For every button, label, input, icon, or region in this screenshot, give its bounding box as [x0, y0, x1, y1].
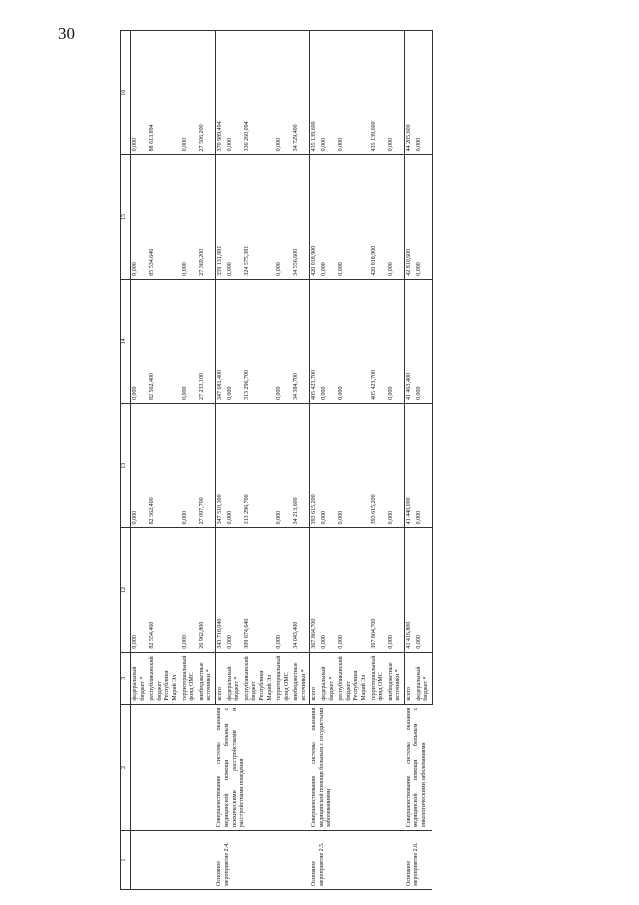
value-cell-col-15: 27 369,200 — [198, 155, 216, 279]
table-row — [405, 31, 415, 890]
value-cell-col-14: 0,000 — [337, 279, 369, 403]
table-row — [131, 31, 149, 890]
value-cell-col-12: 0,000 — [131, 528, 149, 652]
value-cell-col-13: 0,000 — [337, 404, 369, 528]
funding-source: территориальный фонд ОМС — [370, 652, 387, 704]
value-cell-col-16: 44 205,600 — [405, 31, 415, 155]
value-cell-col-16: 0,000 — [226, 31, 243, 155]
funding-source: федеральный бюджет * — [320, 652, 337, 704]
funding-source: внебюджетные источники * — [292, 652, 310, 704]
value-cell-col-13: 393 615,200 — [310, 404, 320, 528]
value-cell-col-14: 27 233,100 — [198, 279, 216, 403]
value-cell-col-15: 0,000 — [131, 155, 149, 279]
column-header-13: 13 — [121, 404, 131, 528]
value-cell-col-13: 313 296,700 — [243, 404, 275, 528]
value-cell-col-12: 0,000 — [415, 528, 433, 652]
value-cell-col-15: 85 534,646 — [148, 155, 180, 279]
value-cell-col-12: 367 864,700 — [310, 528, 320, 652]
value-cell-col-12: 0,000 — [337, 528, 369, 652]
value-cell-col-15: 0,000 — [415, 155, 433, 279]
value-cell-col-15: 324 575,381 — [243, 155, 275, 279]
value-cell-col-12: 0,000 — [226, 528, 243, 652]
value-cell-col-14: 0,000 — [320, 279, 337, 403]
measure-cell: Основное мероприятие 2.5. — [310, 831, 405, 890]
measure-description: Совершенствование системы оказания медицинской помощи больным с психическими расстройствами и расстройствами поведения — [215, 704, 310, 831]
table-header — [121, 31, 131, 890]
value-cell-col-16: 27 506,200 — [198, 31, 216, 155]
value-cell-col-16: 0,000 — [131, 31, 149, 155]
value-cell-col-16: 370 989,494 — [215, 31, 225, 155]
value-cell-col-13: 0,000 — [387, 404, 405, 528]
value-cell-col-15: 42 810,600 — [405, 155, 415, 279]
value-cell-col-14: 41 463,400 — [405, 279, 415, 403]
value-cell-col-14: 0,000 — [275, 279, 292, 403]
value-cell-col-13: 0,000 — [415, 404, 433, 528]
value-cell-col-15: 0,000 — [275, 155, 292, 279]
table-row — [310, 31, 320, 890]
value-cell-col-16: 435 139,600 — [310, 31, 320, 155]
value-cell-col-16: 0,000 — [415, 31, 433, 155]
value-cell-col-15: 0,000 — [337, 155, 369, 279]
value-cell-col-14: 405 423,700 — [310, 279, 320, 403]
value-cell-col-16: 435 139,600 — [370, 31, 387, 155]
value-cell-col-12: 34 043,400 — [292, 528, 310, 652]
value-cell-col-14: 0,000 — [131, 279, 149, 403]
measure-cell — [131, 831, 216, 890]
value-cell-col-12: 0,000 — [275, 528, 292, 652]
column-header-16: 16 — [121, 31, 131, 155]
value-cell-col-16: 336 260,094 — [243, 31, 275, 155]
value-cell-col-16: 88 613,894 — [148, 31, 180, 155]
column-header-12: 12 — [121, 528, 131, 652]
funding-source: республиканский бюджет Республики Марий Эл — [243, 652, 275, 704]
funding-source: всего — [405, 652, 415, 704]
value-cell-col-12: 26 962,800 — [198, 528, 216, 652]
table-body — [131, 31, 433, 890]
value-cell-col-15: 0,000 — [320, 155, 337, 279]
value-cell-col-14: 347 681,400 — [215, 279, 225, 403]
value-cell-col-14: 0,000 — [181, 279, 198, 403]
value-cell-col-15: 0,000 — [387, 155, 405, 279]
value-cell-col-13: 0,000 — [181, 404, 198, 528]
value-cell-col-16: 0,000 — [387, 31, 405, 155]
column-header-15: 15 — [121, 155, 131, 279]
financing-table — [120, 30, 433, 890]
value-cell-col-13: 82 562,400 — [148, 404, 180, 528]
column-header-3: 3 — [121, 652, 131, 704]
funding-source: республиканский бюджет Республики Марий Эл — [148, 652, 180, 704]
value-cell-col-12: 41 416,800 — [405, 528, 415, 652]
measure-cell: Основное мероприятие 2.4. — [215, 831, 310, 890]
value-cell-col-12: 0,000 — [320, 528, 337, 652]
measure-cell: Основное мероприятие 2.6. — [405, 831, 433, 890]
column-header-14: 14 — [121, 279, 131, 403]
value-cell-col-12: 0,000 — [181, 528, 198, 652]
table-row — [215, 31, 225, 890]
rotated-table-area — [120, 30, 630, 890]
measure-description: Совершенствование системы оказания медицинской помощи больным с онкологическими заболеваниями — [405, 704, 433, 831]
funding-source: всего — [215, 652, 225, 704]
funding-source: республиканский бюджет Республики Марий Эл — [337, 652, 369, 704]
value-cell-col-13: 34 213,600 — [292, 404, 310, 528]
page-number: 30 — [58, 24, 75, 43]
measure-description: Совершенствование системы оказания медицинской помощи больным с сосудистыми заболеваниями — [310, 704, 405, 831]
value-cell-col-12: 0,000 — [387, 528, 405, 652]
funding-source: федеральный бюджет * — [131, 652, 149, 704]
value-cell-col-15: 420 018,900 — [310, 155, 320, 279]
value-cell-col-12: 367 864,700 — [370, 528, 387, 652]
value-cell-col-13: 347 510,300 — [215, 404, 225, 528]
value-cell-col-12: 309 674,640 — [243, 528, 275, 652]
funding-source: территориальный фонд ОМС — [181, 652, 198, 704]
value-cell-col-13: 0,000 — [275, 404, 292, 528]
value-cell-col-16: 0,000 — [181, 31, 198, 155]
value-cell-col-15: 0,000 — [226, 155, 243, 279]
measure-description — [131, 704, 216, 831]
value-cell-col-16: 0,000 — [320, 31, 337, 155]
value-cell-col-13: 393 615,200 — [370, 404, 387, 528]
value-cell-col-15: 0,000 — [181, 155, 198, 279]
funding-source: федеральный бюджет * — [415, 652, 433, 704]
value-cell-col-14: 82 562,400 — [148, 279, 180, 403]
value-cell-col-14: 0,000 — [387, 279, 405, 403]
funding-source: всего — [310, 652, 320, 704]
funding-source: федеральный бюджет * — [226, 652, 243, 704]
value-cell-col-13: 0,000 — [320, 404, 337, 528]
value-cell-col-16: 0,000 — [337, 31, 369, 155]
value-cell-col-14: 0,000 — [226, 279, 243, 403]
value-cell-col-14: 313 296,700 — [243, 279, 275, 403]
value-cell-col-16: 34 729,400 — [292, 31, 310, 155]
value-cell-col-12: 343 718,040 — [215, 528, 225, 652]
value-cell-col-14: 34 384,700 — [292, 279, 310, 403]
value-cell-col-15: 359 131,981 — [215, 155, 225, 279]
funding-source: внебюджетные источники * — [198, 652, 216, 704]
value-cell-col-13: 41 440,000 — [405, 404, 415, 528]
funding-source: территориальный фонд ОМС — [275, 652, 292, 704]
value-cell-col-13: 27 097,700 — [198, 404, 216, 528]
value-cell-col-15: 34 556,600 — [292, 155, 310, 279]
value-cell-col-13: 0,000 — [131, 404, 149, 528]
value-cell-col-12: 82 554,460 — [148, 528, 180, 652]
value-cell-col-14: 0,000 — [415, 279, 433, 403]
funding-source: внебюджетные источники * — [387, 652, 405, 704]
value-cell-col-15: 420 018,900 — [370, 155, 387, 279]
column-header-1: 1 — [121, 831, 131, 890]
value-cell-col-14: 405 423,700 — [370, 279, 387, 403]
value-cell-col-13: 0,000 — [226, 404, 243, 528]
column-header-2: 2 — [121, 704, 131, 831]
value-cell-col-16: 0,000 — [275, 31, 292, 155]
